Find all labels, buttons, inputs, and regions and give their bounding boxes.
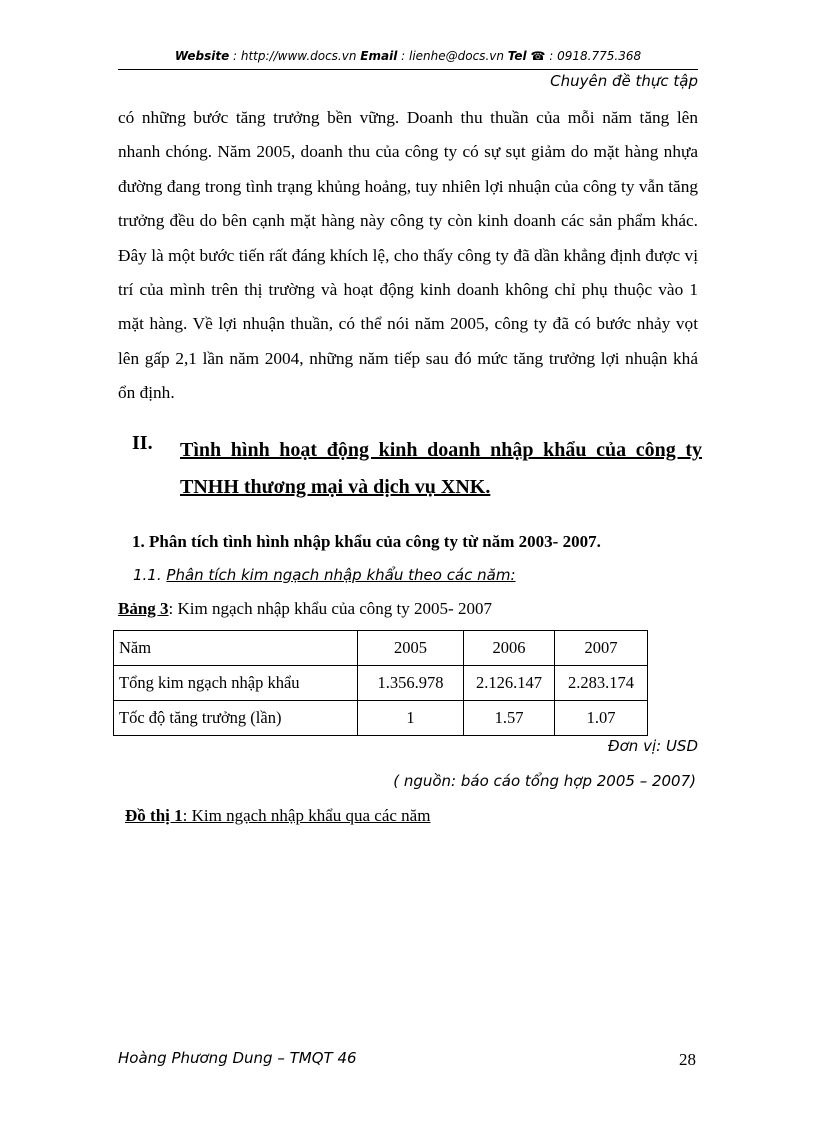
subsection-title: 1. Phân tích tình hình nhập khẩu của công ty từ năm 2003- 2007. (132, 532, 601, 551)
table-row (114, 666, 648, 701)
body-paragraph: có những bước tăng trưởng bền vững. Doanh thu thuần của mỗi năm tăng lên nhanh chóng. Năm 2005, doanh thu của công ty có sự sụt giảm do mặt hàng nhựa đường đang trong tình trạng khủng hoảng, tuy nhiên lợi nhuận của công ty vẫn tăng trưởng đều do bên cạnh mặt hàng này công ty còn kinh doanh các sản phẩm khác. Đây là một bước tiến rất đáng khích lệ, cho thấy công ty đã dần khẳng định được vị trí của mình trên thị trường và hoạt động kinh doanh không chỉ phụ thuộc vào 1 mặt hàng. Về lợi nhuận thuần, có thể nói năm 2005, công ty đã có bước nhảy vọt lên gấp 2,1 lần năm 2004, những năm tiếp sau đó mức tăng trưởng lợi nhuận khá ổn định. (118, 108, 698, 403)
table-cell: 1.07 (555, 701, 648, 736)
section-title (180, 432, 702, 506)
site-header (118, 49, 698, 63)
table-cell: 1.57 (464, 701, 555, 736)
subsubsection-number: 1.1. (133, 566, 167, 584)
table-header-cell: 2005 (358, 631, 464, 666)
tel-label: Tel (507, 49, 527, 63)
table-source: ( nguồn: báo cáo tổng hợp 2005 – 2007) (393, 772, 696, 790)
table-header-cell: Năm (114, 631, 358, 666)
header-divider (118, 69, 698, 70)
page-number: 28 (679, 1050, 696, 1069)
section-number: II. (132, 432, 153, 454)
table-caption-text: : Kim ngạch nhập khẩu của công ty 2005- 2007 (168, 599, 492, 618)
table-caption-label: Bảng 3 (118, 599, 169, 618)
phone-icon: ☎ (530, 49, 546, 63)
chart-caption-text: : Kim ngạch nhập khẩu qua các năm (182, 806, 431, 825)
website-label: Website (174, 49, 230, 63)
table-header-row (114, 631, 648, 666)
table-cell: 1 (358, 701, 464, 736)
document-topic: Chuyên đề thực tập (550, 72, 698, 90)
table-cell: Tốc độ tăng trưởng (lần) (114, 701, 358, 736)
tel-value: : 0918.775.368 (545, 49, 642, 63)
subsubsection-heading (133, 566, 516, 584)
table-unit: Đơn vị: USD (608, 737, 698, 755)
email-value[interactable]: : lienhe@docs.vn (397, 49, 508, 63)
section-title-line-2: TNHH thương mại và dịch vụ XNK. (180, 476, 491, 498)
table-cell: 2.283.174 (555, 666, 648, 701)
table-cell: 1.356.978 (358, 666, 464, 701)
section-title-line-1: Tình hình hoạt động kinh doanh nhập khẩu của công ty (180, 439, 702, 461)
import-turnover-table (113, 630, 648, 736)
footer-author: Hoàng Phương Dung – TMQT 46 (118, 1049, 357, 1067)
website-value[interactable]: : http://www.docs.vn (229, 49, 361, 63)
table-header-cell: 2007 (555, 631, 648, 666)
chart-caption (125, 806, 430, 826)
table-cell: Tổng kim ngạch nhập khẩu (114, 666, 358, 701)
subsubsection-title: Phân tích kim ngạch nhập khẩu theo các năm: (166, 566, 516, 584)
table-header-cell: 2006 (464, 631, 555, 666)
table-cell: 2.126.147 (464, 666, 555, 701)
chart-caption-label: Đồ thị 1 (125, 806, 183, 825)
email-label: Email (360, 49, 398, 63)
table-row (114, 701, 648, 736)
table-caption (118, 599, 492, 619)
